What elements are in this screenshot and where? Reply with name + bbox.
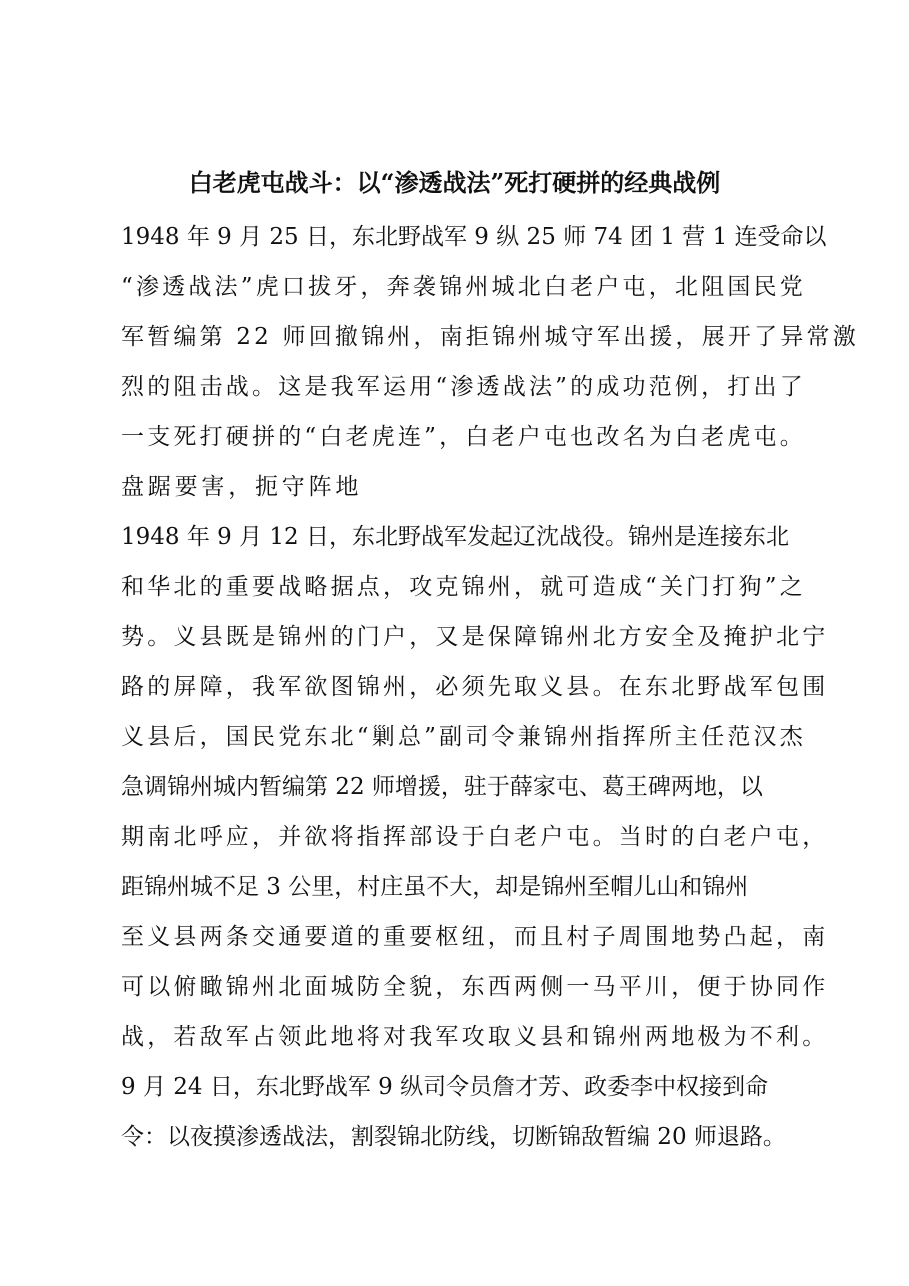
- paragraph-line: 义县后，国民党东北“剿总”副司令兼锦州指挥所主任范汉杰: [121, 724, 806, 750]
- paragraph-line: 令：以夜摸渗透战法，割裂锦北防线，切断锦敌暂编 20 师退路。: [121, 1124, 786, 1150]
- paragraph-line: 1948 年 9 月 25 日，东北野战军 9 纵 25 师 74 团 1 营 1 连受命以: [121, 224, 827, 250]
- paragraph-line: 势。义县既是锦州的门户，又是保障锦州北方安全及掩护北宁: [121, 624, 829, 650]
- paragraph-line: 期南北呼应，并欲将指挥部设于白老户屯。当时的白老户屯，: [121, 824, 829, 850]
- paragraph-line: 急调锦州城内暂编第 22 师增援，驻于薛家屯、葛王碑两地，以: [121, 774, 763, 800]
- paragraph-line: 一支死打硬拼的“白老虎连”，白老户屯也改名为白老虎屯。: [121, 424, 806, 450]
- paragraph-line: 路的屏障，我军欲图锦州，必须先取义县。在东北野战军包围: [121, 674, 829, 700]
- section-heading: 盘踞要害，扼守阵地: [121, 474, 363, 500]
- paragraph-line: 可以俯瞰锦州北面城防全貌，东西两侧一马平川，便于协同作: [121, 974, 829, 1000]
- paragraph-line: 军暂编第 22 师回撤锦州，南拒锦州城守军出援，展开了异常激: [121, 324, 859, 350]
- paragraph-line: “渗透战法”虎口拔牙，奔袭锦州城北白老户屯，北阻国民党: [121, 274, 806, 300]
- paragraph-line: 和华北的重要战略据点，攻克锦州，就可造成“关门打狗”之: [121, 574, 806, 600]
- paragraph-line: 9 月 24 日，东北野战军 9 纵司令员詹才芳、政委李中权接到命: [121, 1074, 769, 1100]
- paragraph-line: 1948 年 9 月 12 日，东北野战军发起辽沈战役。锦州是连接东北: [121, 524, 789, 550]
- article-title: 白老虎屯战斗：以“渗透战法”死打硬拼的经典战例: [188, 168, 721, 197]
- paragraph-line: 战，若敌军占领此地将对我军攻取义县和锦州两地极为不利。: [121, 1024, 829, 1050]
- paragraph-line: 烈的阻击战。这是我军运用“渗透战法”的成功范例，打出了: [121, 374, 806, 400]
- paragraph-line: 至义县两条交通要道的重要枢纽，而且村子周围地势凸起，南: [121, 924, 829, 950]
- article-body: [121, 212, 859, 1162]
- paragraph-line: 距锦州城不足 3 公里，村庄虽不大，却是锦州至帽儿山和锦州: [121, 874, 749, 900]
